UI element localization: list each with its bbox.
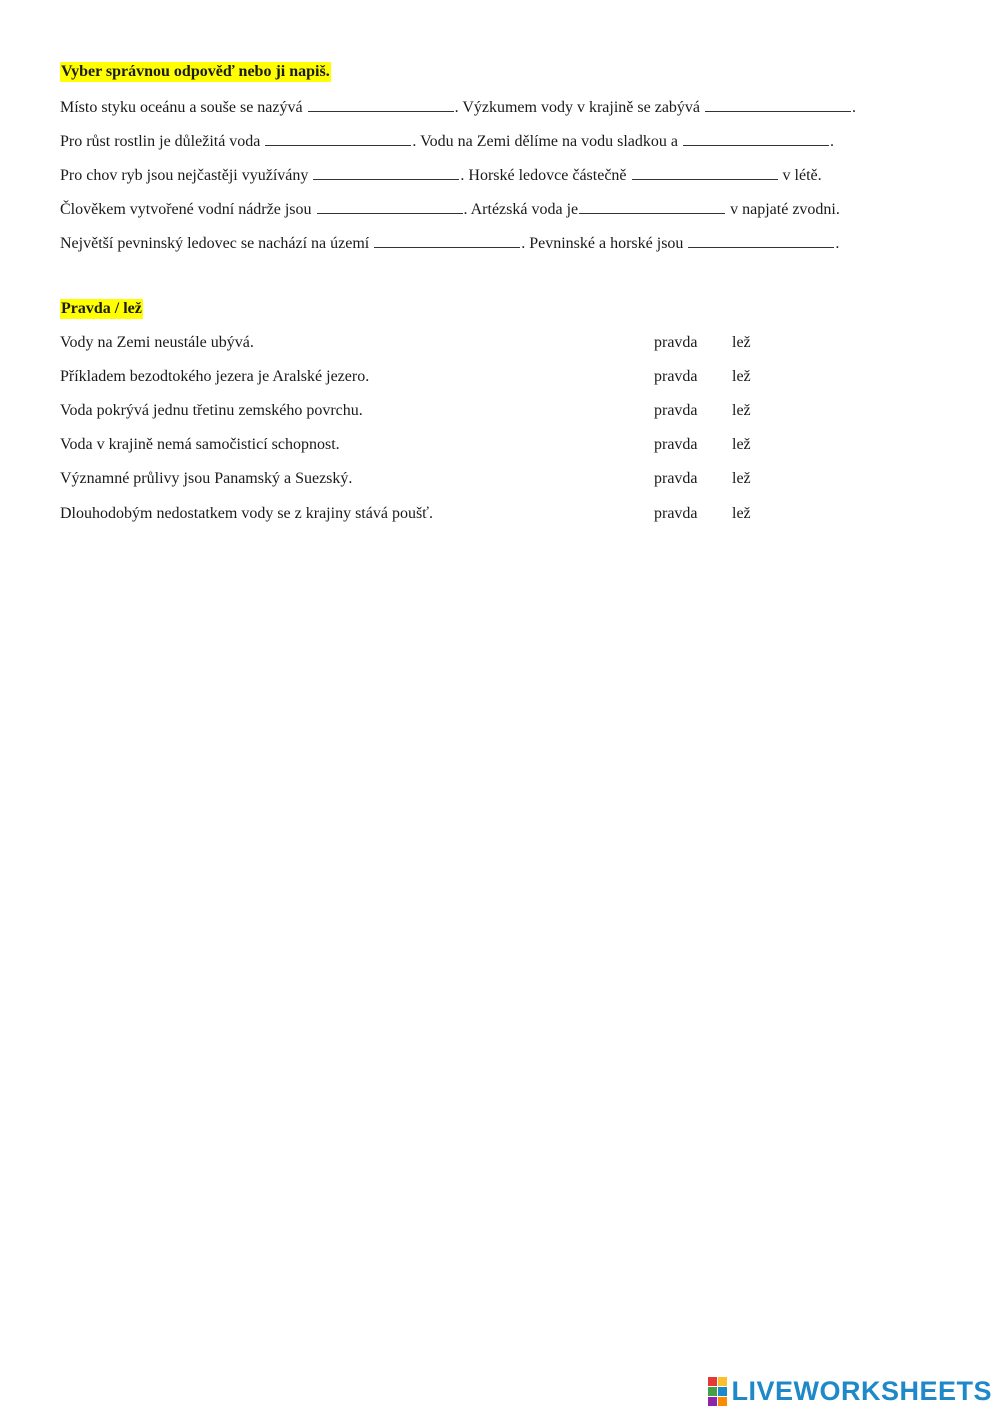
statement-text: Voda pokrývá jednu třetinu zemského povrchu. bbox=[60, 402, 363, 419]
sentence-text: Pro růst rostlin je důležitá voda bbox=[60, 133, 265, 150]
statement-text: Vody na Zemi neustále ubývá. bbox=[60, 334, 254, 351]
logo-mark-square bbox=[708, 1387, 717, 1396]
sentence-text: . bbox=[835, 235, 840, 252]
answer-blank[interactable] bbox=[313, 163, 459, 180]
true-option[interactable]: pravda bbox=[654, 334, 698, 351]
sentence-text: v létě. bbox=[778, 167, 822, 184]
sentence-text: Místo styku oceánu a souše se nazývá bbox=[60, 99, 307, 116]
section-heading-true-false: Pravda / lež bbox=[61, 300, 142, 317]
answer-blank[interactable] bbox=[317, 197, 463, 214]
sentence-text: Pro chov ryb jsou nejčastěji využívány bbox=[60, 167, 313, 184]
true-false-row bbox=[60, 366, 780, 388]
sentence-text: . bbox=[852, 99, 857, 116]
statement-text: Voda v krajině nemá samočisticí schopnost. bbox=[60, 436, 340, 453]
sentence-text: . Horské ledovce částečně bbox=[460, 167, 631, 184]
true-false-row bbox=[60, 468, 780, 490]
false-option[interactable]: lež bbox=[732, 334, 751, 351]
logo-mark-square bbox=[718, 1397, 727, 1406]
logo-mark-square bbox=[718, 1387, 727, 1396]
true-option[interactable]: pravda bbox=[654, 368, 698, 385]
logo-mark-icon bbox=[708, 1377, 727, 1406]
section-heading-fill-in: Vyber správnou odpověď nebo ji napiš. bbox=[61, 63, 330, 80]
logo-text: LIVEWORKSHEETS bbox=[731, 1375, 992, 1406]
false-option[interactable]: lež bbox=[732, 402, 751, 419]
true-option[interactable]: pravda bbox=[654, 402, 698, 419]
statement-text: Významné průlivy jsou Panamský a Suezský. bbox=[60, 470, 353, 487]
sentence-text: Člověkem vytvořené vodní nádrže jsou bbox=[60, 201, 316, 218]
sentence-text: . Pevninské a horské jsou bbox=[521, 235, 688, 252]
answer-blank[interactable] bbox=[265, 129, 411, 146]
fill-sentence-line bbox=[60, 129, 834, 152]
sentence-text: Největší pevninský ledovec se nachází na území bbox=[60, 235, 374, 252]
logo-mark-square bbox=[718, 1377, 727, 1386]
answer-blank[interactable] bbox=[579, 197, 725, 214]
false-option[interactable]: lež bbox=[732, 505, 751, 522]
true-option[interactable]: pravda bbox=[654, 436, 698, 453]
true-false-row bbox=[60, 332, 780, 354]
true-option[interactable]: pravda bbox=[654, 470, 698, 487]
sentence-text: . bbox=[830, 133, 834, 150]
answer-blank[interactable] bbox=[632, 163, 778, 180]
fill-sentence-line bbox=[60, 95, 856, 118]
true-false-row bbox=[60, 503, 780, 525]
sentence-text: . Výzkumem vody v krajině se zabývá bbox=[454, 99, 705, 116]
answer-blank[interactable] bbox=[374, 231, 520, 248]
answer-blank[interactable] bbox=[705, 95, 851, 112]
logo-mark-square bbox=[708, 1397, 717, 1406]
answer-blank[interactable] bbox=[683, 129, 829, 146]
answer-blank[interactable] bbox=[688, 231, 834, 248]
fill-sentence-line bbox=[60, 197, 840, 220]
statement-text: Příkladem bezodtokého jezera je Aralské jezero. bbox=[60, 368, 370, 385]
false-option[interactable]: lež bbox=[732, 368, 751, 385]
fill-sentence-line bbox=[60, 231, 839, 254]
liveworksheets-logo bbox=[708, 1375, 992, 1407]
false-option[interactable]: lež bbox=[732, 470, 751, 487]
sentence-text: . Artézská voda je bbox=[463, 201, 579, 218]
statement-text: Dlouhodobým nedostatkem vody se z krajiny stává poušť. bbox=[60, 505, 433, 522]
false-option[interactable]: lež bbox=[732, 436, 751, 453]
logo-mark-square bbox=[708, 1377, 717, 1386]
true-false-row bbox=[60, 434, 780, 456]
sentence-text: . Vodu na Zemi dělíme na vodu sladkou a bbox=[412, 133, 682, 150]
answer-blank[interactable] bbox=[308, 95, 454, 112]
fill-sentence-line bbox=[60, 163, 822, 186]
sentence-text: v napjaté zvodni. bbox=[726, 201, 840, 218]
true-option[interactable]: pravda bbox=[654, 505, 698, 522]
true-false-row bbox=[60, 400, 780, 422]
